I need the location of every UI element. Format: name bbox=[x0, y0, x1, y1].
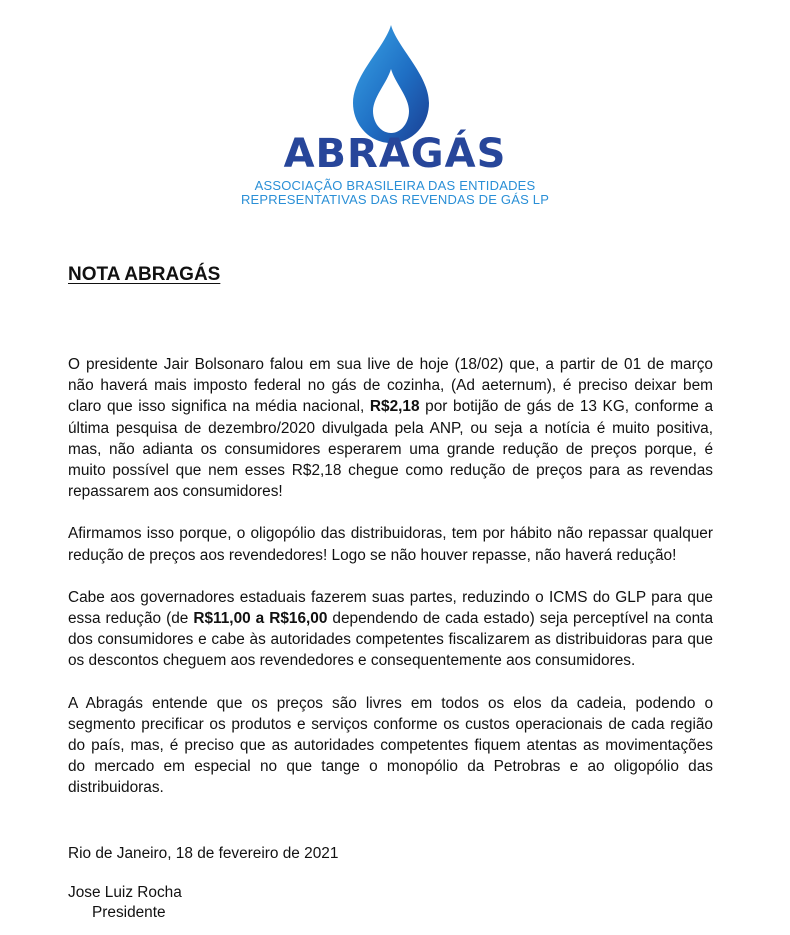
paragraph-2: Afirmamos isso porque, o oligopólio das distribuidoras, tem por hábito não repassar qualquer redução de preços aos revendedores! Logo se não houver repasse, não haverá redução! bbox=[68, 525, 713, 564]
paragraph-3: Cabe aos governadores estaduais fazerem suas partes, reduzindo o ICMS do GLP para que essa redução (de R$11,00 a R$16,00 dependendo de cada estado) seja perceptível na conta dos consumidores e cabe às autoridades competentes fiscalizarem as distribuidoras para que os descontos cheguem aos revendedores e consequentemente aos consumidores. bbox=[68, 588, 714, 670]
place-date: Rio de Janeiro, 18 de fevereiro de 2021 bbox=[68, 845, 339, 862]
range-highlight: R$11,00 a R$16,00 bbox=[193, 610, 328, 628]
signatory-role: Presidente bbox=[92, 904, 166, 921]
logo-subtitle-line1: ASSOCIAÇÃO BRASILEIRA DAS ENTIDADES bbox=[254, 178, 536, 193]
abragas-logo bbox=[0, 0, 790, 215]
signatory-name: Jose Luiz Rocha bbox=[68, 884, 182, 901]
logo-title: ABRAGÁS bbox=[283, 131, 507, 177]
paragraph-4: A Abragás entende que os preços são livres em todos os elos da cadeia, podendo o segmento precificar os produtos e serviços conforme os custos operacionais de cada região do país, mas, é preciso que as autoridades competentes fiquem atentas as movimentações do mercado em especial no que tange o monopólio da Petrobras e ao oligopólio das distribuidoras. bbox=[68, 694, 713, 797]
price-highlight: R$2,18 bbox=[369, 398, 420, 416]
document-heading: NOTA ABRAGÁS bbox=[68, 264, 221, 285]
document-body bbox=[68, 354, 713, 799]
paragraph-1: O presidente Jair Bolsonaro falou em sua live de hoje (18/02) que, a partir de 01 de março não haverá mais imposto federal no gás de cozinha, (Ad aeternum), é preciso deixar bem claro que isso significa na média nacional, R$2,18 por botijão de gás de 13 KG, conforme a última pesquisa de dezembro/2020 divulgada pela ANP, ou seja a notícia é muito positiva, mas, não adianta os consumidores esperarem uma grande redução de preços porque, é muito possível que nem esses R$2,18 chegue como redução de preços para as revendas repassarem aos consumidores! bbox=[68, 356, 713, 501]
logo-subtitle-line2: REPRESENTATIVAS DAS REVENDAS DE GÁS LP bbox=[240, 192, 550, 207]
water-drop-icon bbox=[353, 25, 429, 143]
